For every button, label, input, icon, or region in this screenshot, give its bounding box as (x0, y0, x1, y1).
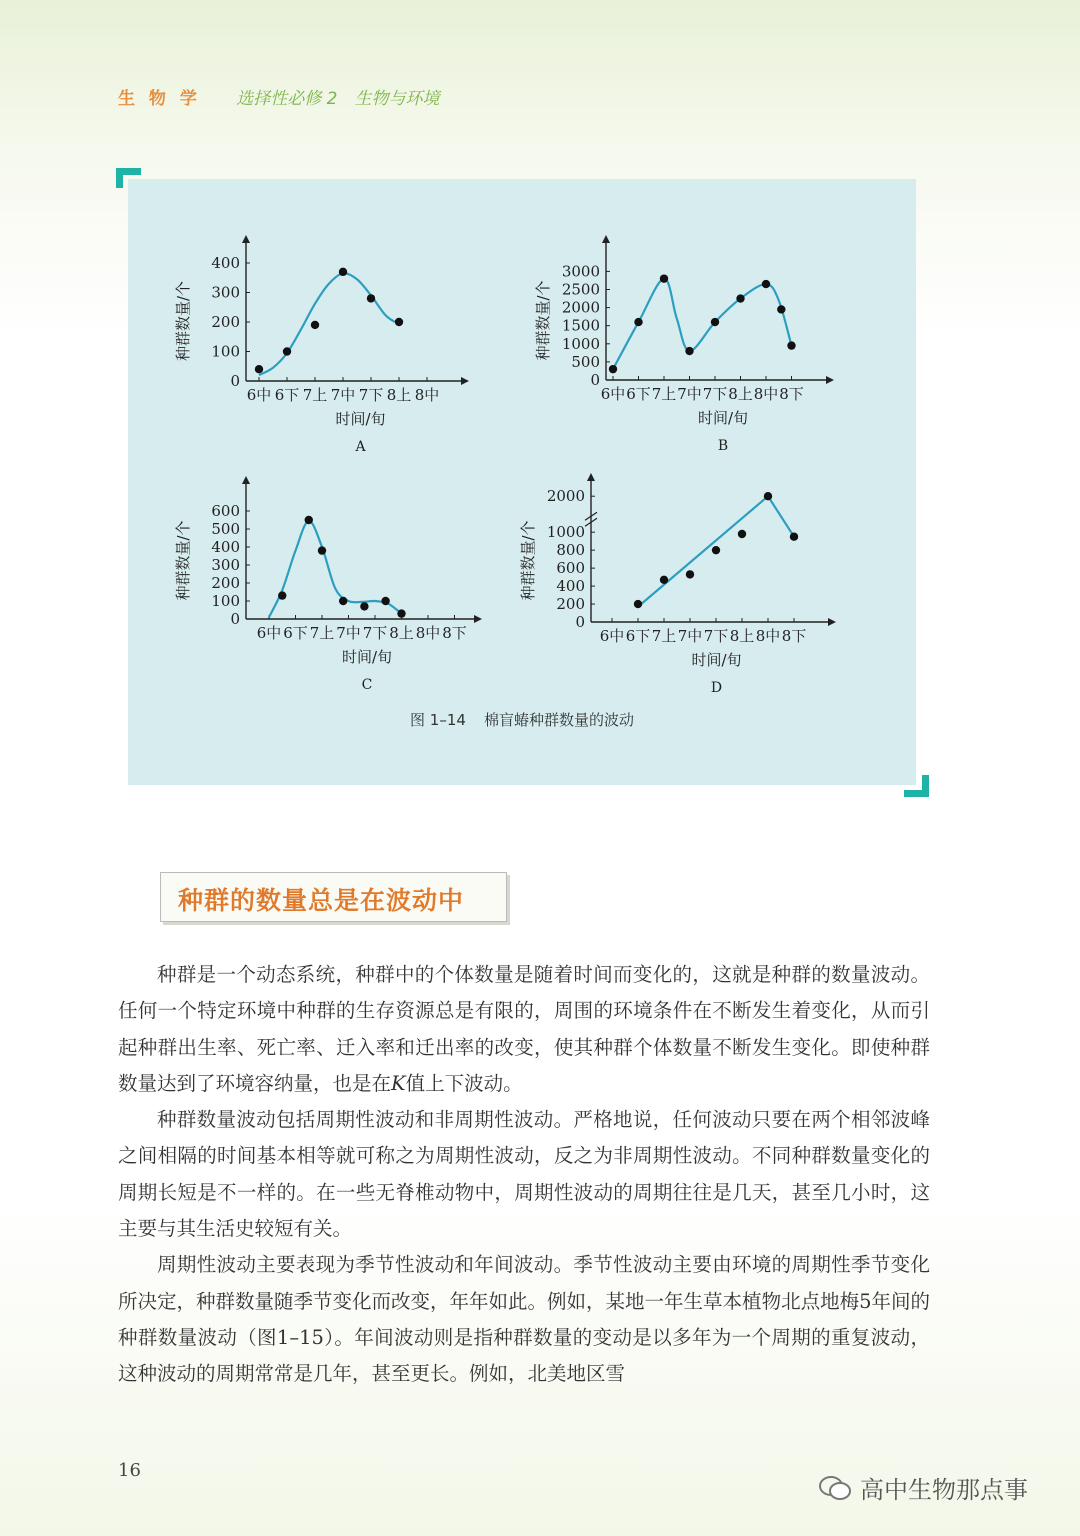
panel-b-y-tick-label: 0 (590, 371, 600, 389)
panel-c-x-axis-label: 时间/旬 (341, 648, 393, 666)
panel-a-y-tick-label: 0 (230, 372, 240, 390)
panel-c-y-tick-label: 200 (211, 574, 240, 592)
panel-b-x-tick-label: 7中 (677, 385, 702, 403)
panel-b-x-arrow (826, 376, 834, 384)
panel-a-x-axis-label: 时间/旬 (335, 410, 386, 428)
panel-a-series-line (259, 273, 395, 375)
panel-d-y-tick-label: 2000 (546, 487, 585, 506)
panel-b-data-point (736, 294, 744, 302)
panel-d-x-tick-label: 8下 (781, 627, 807, 645)
corner-mark-bottom-right-v (922, 775, 929, 797)
panel-d-y-tick-label: 600 (556, 559, 585, 578)
panel-d-y-axis-label: 种群数量/个 (519, 520, 537, 601)
figure-title: 棉盲蝽种群数量的波动 (483, 711, 634, 729)
panel-a-x-tick-label: 8上 (386, 386, 412, 404)
panel-b-data-point (777, 305, 785, 313)
panel-c-data-point (318, 546, 326, 554)
panel-b-x-tick-label: 6下 (626, 385, 651, 403)
paragraph: 种群数量波动包括周期性波动和非周期性波动。严格地说，任何波动只要在两个相邻波峰之间相隔的时间基本相等就可称之为周期性波动，反之为非周期性波动。不同种群数量变化的周期长短是不一样的。在一些无脊椎动物中，周期性波动的周期往往是几天，甚至几小时，这主要与其生活史较短有关。 (118, 1108, 930, 1241)
panel-c-data-point (360, 602, 368, 610)
panel-d-y-tick-label: 1000 (546, 523, 585, 542)
panel-c-x-tick-label: 7上 (309, 624, 335, 642)
panel-d-y-tick-label: 0 (575, 613, 585, 631)
panel-d-y-tick-label: 800 (556, 541, 585, 560)
panel-b-x-tick-label: 6中 (600, 385, 626, 403)
panel-d-x-tick-label: 7下 (703, 627, 729, 645)
figure-charts (128, 179, 916, 785)
panel-c-series-line (269, 521, 402, 617)
panel-b-x-tick-label: 7下 (702, 385, 728, 403)
panel-c-x-tick-label: 8中 (415, 624, 441, 642)
panel-b-x-tick-label: 8中 (753, 385, 779, 403)
panel-d-data-point (712, 546, 720, 554)
panel-a-y-axis-label: 种群数量/个 (174, 280, 192, 362)
panel-a-data-point (339, 268, 347, 276)
panel-b-data-point (711, 318, 719, 326)
panel-d-data-point (634, 600, 642, 608)
panel-b-x-tick-label: 8下 (779, 385, 804, 403)
panel-c-y-axis-label: 种群数量/个 (174, 520, 192, 601)
panel-b-y-tick-label: 3000 (561, 262, 600, 281)
watermark (818, 1470, 1028, 1505)
panel-c-y-tick-label: 400 (211, 538, 240, 556)
panel-c-panel-label: C (361, 677, 373, 693)
running-header (118, 84, 439, 109)
panel-b-y-tick-label: 2000 (561, 298, 600, 317)
panel-d-x-tick-label: 7上 (651, 627, 677, 645)
panel-a-x-tick-label: 6中 (246, 386, 272, 404)
panel-c-x-arrow (474, 615, 482, 623)
body-text (118, 957, 930, 1393)
panel-c-data-point (381, 597, 389, 605)
panel-a-data-point (311, 321, 319, 329)
paragraph: 周期性波动主要表现为季节性波动和年间波动。季节性波动主要由环境的周期性季节变化所决定，种群数量随季节变化而改变，年年如此。例如，某地一年生草本植物北点地梅5年间的种群数量波动（图1–15）。年间波动则是指种群数量的变动是以多年为一个周期的重复波动，这种波动的周期常常是几年，甚至更长。例如，北美地区雪 (118, 1253, 930, 1386)
panel-c-data-point (278, 591, 286, 599)
panel-b-data-point (787, 341, 795, 349)
chat-bubble-icon (818, 1475, 852, 1501)
panel-c-y-arrow (242, 476, 250, 484)
panel-a-data-point (395, 318, 403, 326)
panel-b-data-point (634, 318, 642, 326)
section-heading: 种群的数量总是在波动中 (178, 886, 465, 915)
panel-b-y-tick-label: 2500 (561, 280, 600, 299)
panel-a-y-arrow (242, 235, 250, 243)
panel-a-x-tick-label: 6下 (274, 386, 300, 404)
panel-a-y-tick-label: 300 (211, 283, 240, 302)
panel-a-data-point (283, 347, 291, 355)
panel-d-x-axis-label: 时间/旬 (691, 651, 742, 669)
panel-c-y-tick-label: 300 (211, 556, 240, 574)
corner-mark-top-left-v (116, 168, 123, 188)
panel-b-y-arrow (602, 235, 610, 243)
panel-c-y-tick-label: 0 (230, 610, 240, 628)
panel-a-x-tick-label: 7上 (302, 386, 328, 404)
panel-a-y-tick-label: 200 (211, 313, 240, 331)
panel-c-y-tick-label: 500 (211, 520, 240, 538)
panel-c-x-tick-label: 7下 (362, 624, 388, 642)
panel-c-x-tick-label: 6下 (283, 624, 308, 642)
panel-c-x-tick-label: 7中 (336, 624, 361, 642)
panel-c-x-tick-label: 8下 (442, 624, 467, 642)
panel-d-x-arrow (828, 618, 836, 626)
panel-d-y-tick-label: 200 (556, 595, 585, 614)
panel-c-data-point (339, 597, 347, 605)
panel-b-y-tick-label: 500 (571, 352, 600, 371)
panel-b-data-point (762, 280, 770, 288)
section-heading-box (160, 872, 507, 922)
panel-c-x-tick-label: 6中 (256, 624, 282, 642)
panel-b-x-tick-label: 7上 (651, 385, 677, 403)
panel-d-x-tick-label: 8中 (755, 627, 781, 645)
panel-a-x-tick-label: 8中 (414, 386, 440, 404)
book-title: 选择性必修 2 生物与环境 (236, 89, 440, 109)
panel-c-data-point (305, 516, 313, 524)
panel-b-y-tick-label: 1500 (561, 316, 600, 335)
panel-a-x-arrow (461, 377, 469, 385)
panel-d-data-point (790, 532, 798, 540)
panel-d-y-arrow (587, 473, 595, 481)
panel-a-y-tick-label: 100 (211, 342, 240, 361)
panel-b-y-axis-label: 种群数量/个 (534, 280, 552, 361)
panel-a-x-tick-label: 7下 (358, 386, 384, 404)
panel-a-y-tick-label: 400 (211, 254, 240, 272)
panel-d-data-point (686, 570, 694, 578)
panel-b-data-point (660, 274, 668, 282)
panel-c-x-tick-label: 8上 (389, 624, 414, 642)
page-number: 16 (118, 1460, 141, 1481)
panel-a-panel-label: A (355, 439, 366, 455)
panel-d-data-point (738, 530, 746, 538)
watermark-text: 高中生物那点事 (860, 1476, 1028, 1504)
panel-a-data-point (255, 365, 263, 373)
panel-b-data-point (609, 365, 617, 373)
figure-caption (128, 709, 916, 730)
panel-b-data-point (685, 347, 693, 355)
panel-c-y-tick-label: 100 (211, 592, 240, 610)
paragraph: 种群是一个动态系统，种群中的个体数量是随着时间而变化的，这就是种群的数量波动。任何一个特定环境中种群的生存资源总是有限的，周围的环境条件在不断发生着变化，从而引起种群出生率、死亡率、迁入率和迁出率的改变，使其种群个体数量不断发生变化。即使种群数量达到了环境容纳量，也是在K值上下波动。 (118, 963, 930, 1095)
panel-d-x-tick-label: 6中 (599, 627, 625, 645)
panel-b-x-axis-label: 时间/旬 (697, 409, 749, 427)
panel-b-panel-label: B (717, 438, 729, 454)
figure-number: 图 1–14 (410, 711, 466, 729)
k-symbol: K (391, 1071, 406, 1095)
panel-d-x-tick-label: 7中 (677, 627, 703, 645)
panel-d-data-point (764, 492, 772, 500)
subject-label: 生 物 学 (118, 89, 201, 109)
panel-d-panel-label: D (710, 680, 723, 696)
panel-a-data-point (367, 294, 375, 302)
panel-d-x-tick-label: 8上 (729, 627, 755, 645)
panel-b-x-tick-label: 8上 (728, 385, 753, 403)
panel-d-data-point (660, 576, 668, 584)
panel-b-y-tick-label: 1000 (561, 334, 600, 353)
panel-c-y-tick-label: 600 (211, 502, 240, 520)
panel-a-x-tick-label: 7中 (330, 386, 356, 404)
panel-d-y-tick-label: 400 (556, 577, 585, 596)
panel-c-data-point (397, 609, 405, 617)
figure-panel (128, 179, 916, 785)
panel-d-x-tick-label: 6下 (625, 627, 651, 645)
